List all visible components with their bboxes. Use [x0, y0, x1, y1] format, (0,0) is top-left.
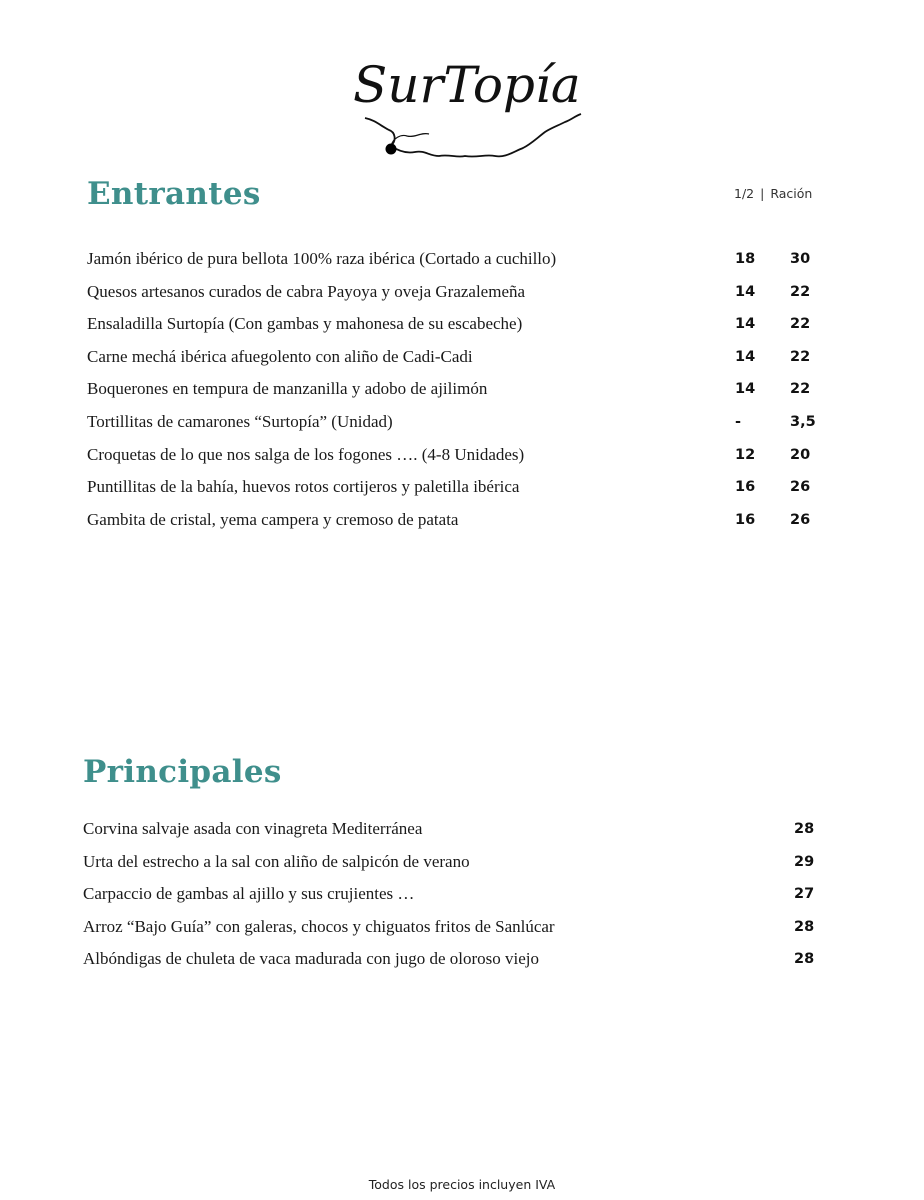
dish-name: Gambita de cristal, yema campera y cremoso de patata: [87, 509, 459, 529]
price-half: 16: [735, 511, 756, 528]
price-half: 14: [735, 283, 756, 300]
logo-graphic: [345, 40, 590, 180]
menu-item: [87, 444, 827, 477]
section-title-entrantes: Entrantes: [87, 176, 261, 212]
price: 28: [794, 821, 815, 837]
dish-name: Ensaladilla Surtopía (Con gambas y mahonesa de su escabeche): [87, 314, 523, 334]
dish-name: Carne mechá ibérica afuegolento con aliño de Cadi-Cadi: [87, 346, 473, 366]
menu-item: [87, 248, 827, 281]
price-half: 14: [735, 316, 756, 333]
dish-name: Tortillitas de camarones “Surtopía” (Unidad): [87, 411, 393, 431]
dish-name: Quesos artesanos curados de cabra Payoya y oveja Grazalemeña: [87, 281, 526, 301]
price-full: 20: [790, 446, 811, 463]
menu-item: [83, 948, 823, 981]
price-full: 30: [790, 251, 811, 267]
dish-name: Croquetas de lo que nos salga de los fogones …. (4-8 Unidades): [87, 444, 525, 464]
principales-menu-list: [83, 818, 823, 981]
dish-name: Urta del estrecho a la sal con aliño de salpicón de verano: [83, 851, 470, 871]
menu-item: [87, 476, 827, 509]
price-half: 14: [735, 348, 756, 365]
price: 28: [794, 918, 815, 935]
price-full: 22: [790, 348, 811, 365]
restaurant-logo: [345, 40, 590, 180]
dish-name: Jamón ibérico de pura bellota 100% raza ibérica (Cortado a cuchillo): [87, 249, 557, 268]
price-full: 3,5: [790, 413, 816, 430]
menu-item: [87, 378, 827, 411]
column-header-separator: |: [760, 186, 765, 201]
menu-item: [83, 818, 823, 851]
entrantes-menu-list: [87, 248, 827, 541]
dish-name: Boquerones en tempura de manzanilla y adobo de ajilimón: [87, 379, 488, 399]
menu-item: [87, 346, 827, 379]
price: 29: [794, 853, 815, 870]
map-inland-border-icon: [391, 134, 429, 146]
price-half: 18: [735, 251, 756, 267]
dish-name: Arroz “Bajo Guía” con galeras, chocos y chiguatos fritos de Sanlúcar: [83, 916, 555, 936]
menu-item: [83, 883, 823, 916]
menu-item: [87, 313, 827, 346]
section-title-principales: Principales: [83, 754, 282, 790]
dish-name: Puntillitas de la bahía, huevos rotos cortijeros y paletilla ibérica: [87, 477, 520, 497]
logo-text: SurTopía: [353, 56, 581, 114]
price-half: 16: [735, 479, 756, 496]
price-full: 22: [790, 283, 811, 300]
price-half: 12: [735, 446, 756, 463]
footer-vat-note: Todos los precios incluyen IVA: [368, 1177, 556, 1192]
price-full: 22: [790, 381, 811, 398]
menu-item: [83, 851, 823, 884]
dish-name: Corvina salvaje asada con vinagreta Mediterránea: [83, 819, 423, 838]
price-full: 22: [790, 316, 811, 333]
price-column-header: [734, 186, 812, 201]
dish-name: Albóndigas de chuleta de vaca madurada con jugo de oloroso viejo: [83, 949, 540, 969]
menu-item: [83, 916, 823, 949]
location-dot-icon: [386, 144, 397, 155]
map-coastline-icon: [365, 114, 581, 157]
price-half: -: [735, 413, 742, 430]
price-full: 26: [790, 479, 811, 496]
price: 27: [794, 886, 815, 903]
price: 28: [794, 951, 815, 968]
price-full: 26: [790, 511, 811, 528]
menu-item: [87, 509, 827, 542]
menu-item: [87, 281, 827, 314]
dish-name: Carpaccio de gambas al ajillo y sus crujientes …: [83, 884, 415, 904]
menu-item: [87, 411, 827, 444]
price-half: 14: [735, 381, 756, 398]
column-header-half: 1/2: [734, 186, 755, 201]
column-header-full: Ración: [770, 186, 813, 201]
